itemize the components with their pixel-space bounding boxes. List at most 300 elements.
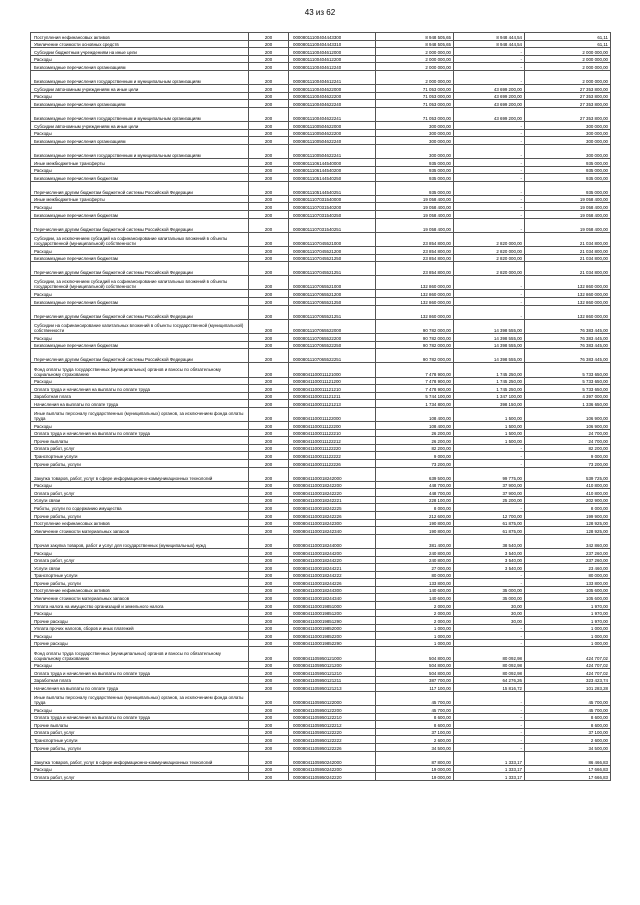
executed-amount-cell: 8 948 444,54 [454,33,525,41]
executed-amount-cell: 2 820 000,00 [454,232,525,246]
approved-amount-cell: 26 200,00 [376,437,454,445]
executed-amount-cell: - [454,48,525,56]
approved-amount-cell: 2 000 000,00 [376,63,454,71]
line-code-cell: 200 [249,100,289,108]
remainder-amount-cell: 17 666,83 [525,773,611,781]
line-code-cell: 200 [249,158,289,166]
line-code-cell: 200 [249,319,289,333]
classification-code-cell: 00008011107065522000 [289,319,376,333]
classification-code-cell: 00008011100404612241 [289,70,376,84]
classification-code-cell: 00008041100011121000 [289,363,376,377]
table-row [31,137,611,145]
remainder-amount-cell: 4 397 000,00 [525,392,611,400]
table-row [31,459,611,467]
approved-amount-cell: 387 700,00 [376,676,454,684]
line-code-cell: 200 [249,564,289,572]
table-row [31,254,611,262]
executed-amount-cell: - [454,744,525,752]
remainder-amount-cell: 410 800,00 [525,489,611,497]
approved-amount-cell: 19 058 400,00 [376,218,454,232]
line-code-cell: 200 [249,298,289,306]
line-code-cell: 200 [249,496,289,504]
remainder-amount-cell: 8 600,00 [525,721,611,729]
row-name-cell: Расходы [31,548,249,556]
row-name-cell: Расходы [31,166,249,174]
table-row [31,174,611,182]
classification-code-cell: 00008041100018242200 [289,481,376,489]
approved-amount-cell: 23 854 800,00 [376,246,454,254]
approved-amount-cell: 108 400,00 [376,407,454,421]
row-name-cell: Расходы [31,661,249,669]
executed-amount-cell: 38 540,00 [454,534,525,548]
approved-amount-cell: 90 782 000,00 [376,349,454,363]
classification-code-cell: 00008041100019852200 [289,632,376,640]
table-row [31,452,611,460]
classification-code-cell: 00008041100011121211 [289,392,376,400]
table-row [31,496,611,504]
classification-code-cell: 00008041100019851000 [289,601,376,609]
executed-amount-cell: 1 333,17 [454,751,525,765]
line-code-cell: 200 [249,706,289,714]
row-name-cell: Расходы [31,377,249,385]
line-code-cell: 200 [249,751,289,765]
classification-code-cell: 00008011106144540200 [289,166,376,174]
executed-amount-cell: - [454,298,525,306]
remainder-amount-cell: 27 353 800,00 [525,85,611,93]
approved-amount-cell: 80 000,00 [376,571,454,579]
row-name-cell: Субсидии бюджетным учреждениям на иные цели [31,48,249,56]
classification-code-cell: 00008041105950122200 [289,706,376,714]
row-name-cell: Расходы [31,55,249,63]
executed-amount-cell: 99 775,00 [454,467,525,481]
classification-code-cell: 00008041105950242200 [289,765,376,773]
line-code-cell: 200 [249,262,289,276]
remainder-amount-cell: 76 383 445,00 [525,319,611,333]
executed-amount-cell: - [454,181,525,195]
line-code-cell: 200 [249,736,289,744]
classification-code-cell: 00008041105950121200 [289,661,376,669]
approved-amount-cell: 45 700,00 [376,691,454,705]
classification-code-cell: 00008041100018244220 [289,556,376,564]
remainder-amount-cell: 300 000,00 [525,144,611,158]
line-code-cell: 200 [249,594,289,602]
line-code-cell: 200 [249,407,289,421]
row-name-cell: Транспортные услуги [31,452,249,460]
approved-amount-cell: 9 000,00 [376,452,454,460]
approved-amount-cell: 190 800,00 [376,519,454,527]
classification-code-cell: 00008041100018242220 [289,489,376,497]
approved-amount-cell: 90 782 000,00 [376,334,454,342]
remainder-amount-cell: 424 707,02 [525,669,611,677]
remainder-amount-cell: 34 500,00 [525,744,611,752]
remainder-amount-cell: 45 700,00 [525,706,611,714]
executed-amount-cell: - [454,276,525,290]
table-row [31,349,611,363]
approved-amount-cell: 2 000 000,00 [376,48,454,56]
page-number: 43 из 62 [304,8,336,17]
remainder-amount-cell: 410 800,00 [525,481,611,489]
executed-amount-cell: 14 398 555,00 [454,319,525,333]
line-code-cell: 200 [249,467,289,481]
classification-code-cell: 00008041105950122210 [289,713,376,721]
executed-amount-cell: 3 540,00 [454,556,525,564]
row-name-cell: Безвозмездные перечисления бюджетам [31,341,249,349]
remainder-amount-cell: 19 058 400,00 [525,211,611,219]
line-code-cell: 200 [249,305,289,319]
remainder-amount-cell: 76 383 445,00 [525,349,611,363]
row-name-cell: Прочие выплаты [31,437,249,445]
executed-amount-cell: - [454,444,525,452]
executed-amount-cell: 2 820 000,00 [454,254,525,262]
line-code-cell: 200 [249,400,289,408]
line-code-cell: 200 [249,504,289,512]
line-code-cell: 200 [249,181,289,195]
table-row [31,765,611,773]
row-name-cell: Безвозмездные перечисления бюджетам [31,254,249,262]
row-name-cell: Оплата работ, услуг [31,489,249,497]
line-code-cell: 200 [249,632,289,640]
classification-code-cell: 00008041100019852290 [289,639,376,647]
classification-code-cell: 00008041100018242000 [289,467,376,481]
approved-amount-cell: 190 800,00 [376,527,454,535]
table-row [31,527,611,535]
line-code-cell: 200 [249,211,289,219]
classification-code-cell: 00008041105950121213 [289,684,376,692]
remainder-amount-cell: 37 100,00 [525,728,611,736]
row-name-cell: Оплата работ, услуг [31,444,249,452]
table-row [31,736,611,744]
row-name-cell: Начисления на выплаты по оплате труда [31,684,249,692]
line-code-cell: 200 [249,661,289,669]
table-row [31,158,611,166]
executed-amount-cell: - [454,166,525,174]
classification-code-cell: 00008041105950122220 [289,728,376,736]
table-row [31,422,611,430]
classification-code-cell: 00008041100018244340 [289,594,376,602]
remainder-amount-cell: 132 860 000,00 [525,305,611,319]
classification-code-cell: 00008041100018244200 [289,548,376,556]
classification-code-cell: 00008011107031540250 [289,211,376,219]
approved-amount-cell: 71 053 000,00 [376,107,454,121]
line-code-cell: 200 [249,290,289,298]
executed-amount-cell: 30,00 [454,601,525,609]
classification-code-cell: 00008041100018244300 [289,586,376,594]
remainder-amount-cell: 17 666,83 [525,765,611,773]
classification-code-cell: 00008041100011122220 [289,444,376,452]
table-row [31,647,611,661]
approved-amount-cell: 504 800,00 [376,647,454,661]
table-row [31,721,611,729]
row-name-cell: Субсидии автономным учреждениям на иные цели [31,85,249,93]
table-row [31,290,611,298]
table-row [31,706,611,714]
approved-amount-cell: 23 854 800,00 [376,232,454,246]
remainder-amount-cell: 106 900,00 [525,422,611,430]
approved-amount-cell: 8 600,00 [376,713,454,721]
executed-amount-cell: - [454,639,525,647]
row-name-cell: Расходы [31,334,249,342]
approved-amount-cell: 300 000,00 [376,144,454,158]
approved-amount-cell: 140 600,00 [376,594,454,602]
remainder-amount-cell: 27 353 800,00 [525,100,611,108]
executed-amount-cell: - [454,203,525,211]
line-code-cell: 200 [249,556,289,564]
table-row [31,676,611,684]
approved-amount-cell: 2 000 000,00 [376,70,454,84]
classification-code-cell: 00008041100011122222 [289,452,376,460]
approved-amount-cell: 19 000,00 [376,765,454,773]
classification-code-cell: 00008041100011122226 [289,459,376,467]
classification-code-cell: 00008041100011122000 [289,407,376,421]
row-name-cell: Закупка товаров, работ, услуг в сфере информационно-коммуникационных технологий [31,751,249,765]
executed-amount-cell: - [454,504,525,512]
table-row [31,429,611,437]
remainder-amount-cell: 128 925,00 [525,527,611,535]
remainder-amount-cell: 323 423,74 [525,676,611,684]
executed-amount-cell: - [454,129,525,137]
executed-amount-cell: 14 398 555,00 [454,341,525,349]
row-name-cell: Безвозмездные перечисления бюджетам [31,298,249,306]
approved-amount-cell: 7 478 900,00 [376,363,454,377]
table-row [31,639,611,647]
classification-code-cell: 00008041100011122200 [289,422,376,430]
line-code-cell: 200 [249,363,289,377]
executed-amount-cell: - [454,452,525,460]
approved-amount-cell: 300 000,00 [376,122,454,130]
remainder-amount-cell: 132 860 000,00 [525,290,611,298]
approved-amount-cell: 132 860 000,00 [376,298,454,306]
executed-amount-cell: 43 699 200,00 [454,85,525,93]
executed-amount-cell: 43 699 200,00 [454,92,525,100]
line-code-cell: 200 [249,349,289,363]
table-row [31,594,611,602]
executed-amount-cell: 1 500,00 [454,407,525,421]
executed-amount-cell: 1 333,17 [454,773,525,781]
row-name-cell: Закупка товаров, работ, услуг в сфере информационно-коммуникационных технологий [31,467,249,481]
row-name-cell: Безвозмездные перечисления бюджетам [31,211,249,219]
row-name-cell: Прочие работы, услуги [31,744,249,752]
table-row [31,444,611,452]
classification-code-cell: 00008041100018244000 [289,534,376,548]
classification-code-cell: 00008011107065521251 [289,305,376,319]
approved-amount-cell: 73 200,00 [376,459,454,467]
row-name-cell: Фонд оплаты труда государственных (муниципальных) органов и взносы по обязательному социальному страхованию [31,647,249,661]
executed-amount-cell: - [454,218,525,232]
remainder-amount-cell: 101 283,28 [525,684,611,692]
table-row [31,586,611,594]
executed-amount-cell: 43 699 200,00 [454,100,525,108]
executed-amount-cell: 1 745 250,00 [454,363,525,377]
classification-code-cell: 00008011107045521251 [289,262,376,276]
row-name-cell: Перечисления другим бюджетам бюджетной системы Российской Федерации [31,305,249,319]
line-code-cell: 200 [249,579,289,587]
row-name-cell: Иные выплаты персоналу государственных (муниципальных) органов, за исключением фонда оплаты труда [31,407,249,421]
remainder-amount-cell: 23 460,00 [525,564,611,572]
line-code-cell: 200 [249,122,289,130]
line-code-cell: 200 [249,647,289,661]
table-row [31,195,611,203]
line-code-cell: 200 [249,246,289,254]
line-code-cell: 200 [249,639,289,647]
table-row [31,400,611,408]
executed-amount-cell: 14 398 555,00 [454,334,525,342]
line-code-cell: 200 [249,341,289,349]
executed-amount-cell: - [454,137,525,145]
executed-amount-cell: - [454,706,525,714]
line-code-cell: 200 [249,70,289,84]
classification-code-cell: 00008011105144540251 [289,181,376,195]
row-name-cell: Фонд оплаты труда государственных (муниципальных) органов и взносы по обязательному социальному страхованию [31,363,249,377]
classification-code-cell: 00008011100404443300 [289,33,376,41]
classification-code-cell: 00008041100018242340 [289,527,376,535]
remainder-amount-cell: 76 383 445,00 [525,341,611,349]
approved-amount-cell: 935 000,00 [376,166,454,174]
line-code-cell: 200 [249,107,289,121]
remainder-amount-cell: 82 200,00 [525,444,611,452]
approved-amount-cell: 504 800,00 [376,669,454,677]
executed-amount-cell: 2 820 000,00 [454,262,525,276]
executed-amount-cell: 1 347 100,00 [454,392,525,400]
line-code-cell: 200 [249,548,289,556]
line-code-cell: 200 [249,728,289,736]
executed-amount-cell: - [454,459,525,467]
executed-amount-cell: - [454,144,525,158]
remainder-amount-cell: 1 336 650,00 [525,400,611,408]
approved-amount-cell: 108 400,00 [376,422,454,430]
row-name-cell: Поступления нефинансовых активов [31,33,249,41]
executed-amount-cell: - [454,728,525,736]
table-row [31,407,611,421]
table-row [31,166,611,174]
row-name-cell: Безвозмездные перечисления организациям [31,100,249,108]
line-code-cell: 200 [249,276,289,290]
line-code-cell: 200 [249,624,289,632]
remainder-amount-cell: 21 034 800,00 [525,246,611,254]
table-row [31,661,611,669]
classification-code-cell: 00008041105950121000 [289,647,376,661]
approved-amount-cell: 8 600,00 [376,721,454,729]
approved-amount-cell: 87 800,00 [376,751,454,765]
executed-amount-cell: 3 540,00 [454,564,525,572]
approved-amount-cell: 117 100,00 [376,684,454,692]
executed-amount-cell: 30,00 [454,609,525,617]
approved-amount-cell: 5 744 100,00 [376,392,454,400]
line-code-cell: 200 [249,527,289,535]
table-row [31,276,611,290]
table-row [31,92,611,100]
line-code-cell: 200 [249,392,289,400]
executed-amount-cell: 1 500,00 [454,429,525,437]
table-row [31,519,611,527]
executed-amount-cell: - [454,691,525,705]
remainder-amount-cell: 935 000,00 [525,174,611,182]
table-row [31,262,611,276]
remainder-amount-cell: 2 000 000,00 [525,55,611,63]
table-row [31,203,611,211]
approved-amount-cell: 71 053 000,00 [376,92,454,100]
table-row [31,334,611,342]
line-code-cell: 200 [249,334,289,342]
executed-amount-cell: - [454,571,525,579]
approved-amount-cell: 7 478 900,00 [376,377,454,385]
row-name-cell: Расходы [31,92,249,100]
table-row [31,467,611,481]
row-name-cell: Услуги связи [31,564,249,572]
executed-amount-cell: - [454,122,525,130]
classification-code-cell: 00008011107065521250 [289,298,376,306]
table-row [31,246,611,254]
row-name-cell: Начисления на выплаты по оплате труда [31,400,249,408]
classification-code-cell: 00008041105950242000 [289,751,376,765]
remainder-amount-cell: 1 970,00 [525,609,611,617]
line-code-cell: 200 [249,676,289,684]
row-name-cell: Расходы [31,290,249,298]
remainder-amount-cell: 1 970,00 [525,601,611,609]
row-name-cell: Субсидии, за исключением субсидий на софинансирование капитальных вложений в объекты государственной (муниципальной) собственности [31,276,249,290]
remainder-amount-cell: 132 860 000,00 [525,276,611,290]
executed-amount-cell: 398 150,00 [454,400,525,408]
row-name-cell: Поступление нефинансовых активов [31,519,249,527]
classification-code-cell: 00008011107065521000 [289,276,376,290]
classification-code-cell: 00008011100504622241 [289,144,376,158]
executed-amount-cell: - [454,55,525,63]
classification-code-cell: 00008041100018242225 [289,504,376,512]
row-name-cell: Транспортные услуги [31,736,249,744]
line-code-cell: 200 [249,534,289,548]
line-code-cell: 200 [249,55,289,63]
table-row [31,437,611,445]
approved-amount-cell: 228 100,00 [376,496,454,504]
executed-amount-cell: - [454,211,525,219]
table-row [31,218,611,232]
line-code-cell: 200 [249,203,289,211]
line-code-cell: 200 [249,519,289,527]
table-row [31,728,611,736]
remainder-amount-cell: 73 200,00 [525,459,611,467]
executed-amount-cell: - [454,290,525,298]
row-name-cell: Субсидии на софинансирование капитальных вложений в объекты государственной (муниципальной) собственности [31,319,249,333]
remainder-amount-cell: 8 000,00 [525,504,611,512]
line-code-cell: 200 [249,571,289,579]
executed-amount-cell: - [454,721,525,729]
classification-code-cell: 00008011106144540000 [289,158,376,166]
row-name-cell: Транспортные услуги [31,571,249,579]
remainder-amount-cell: 539 725,00 [525,467,611,481]
approved-amount-cell: 935 000,00 [376,158,454,166]
row-name-cell: Заработная плата [31,676,249,684]
remainder-amount-cell: 9 000,00 [525,452,611,460]
line-code-cell: 200 [249,166,289,174]
approved-amount-cell: 82 200,00 [376,444,454,452]
table-row [31,713,611,721]
classification-code-cell: 00008011107065521200 [289,290,376,298]
row-name-cell: Прочие выплаты [31,721,249,729]
line-code-cell: 200 [249,174,289,182]
approved-amount-cell: 1 000,00 [376,639,454,647]
remainder-amount-cell: 21 034 800,00 [525,262,611,276]
line-code-cell: 200 [249,489,289,497]
line-code-cell: 200 [249,63,289,71]
classification-code-cell: 00008041105950121211 [289,676,376,684]
classification-code-cell: 00008011100404612240 [289,63,376,71]
executed-amount-cell: - [454,624,525,632]
table-row [31,55,611,63]
classification-code-cell: 00008011107031540000 [289,195,376,203]
row-name-cell: Увеличение стоимости основных средств [31,40,249,48]
classification-code-cell: 00008041100019851200 [289,609,376,617]
table-row [31,691,611,705]
row-name-cell: Оплата труда и начисления на выплаты по оплате труда [31,385,249,393]
